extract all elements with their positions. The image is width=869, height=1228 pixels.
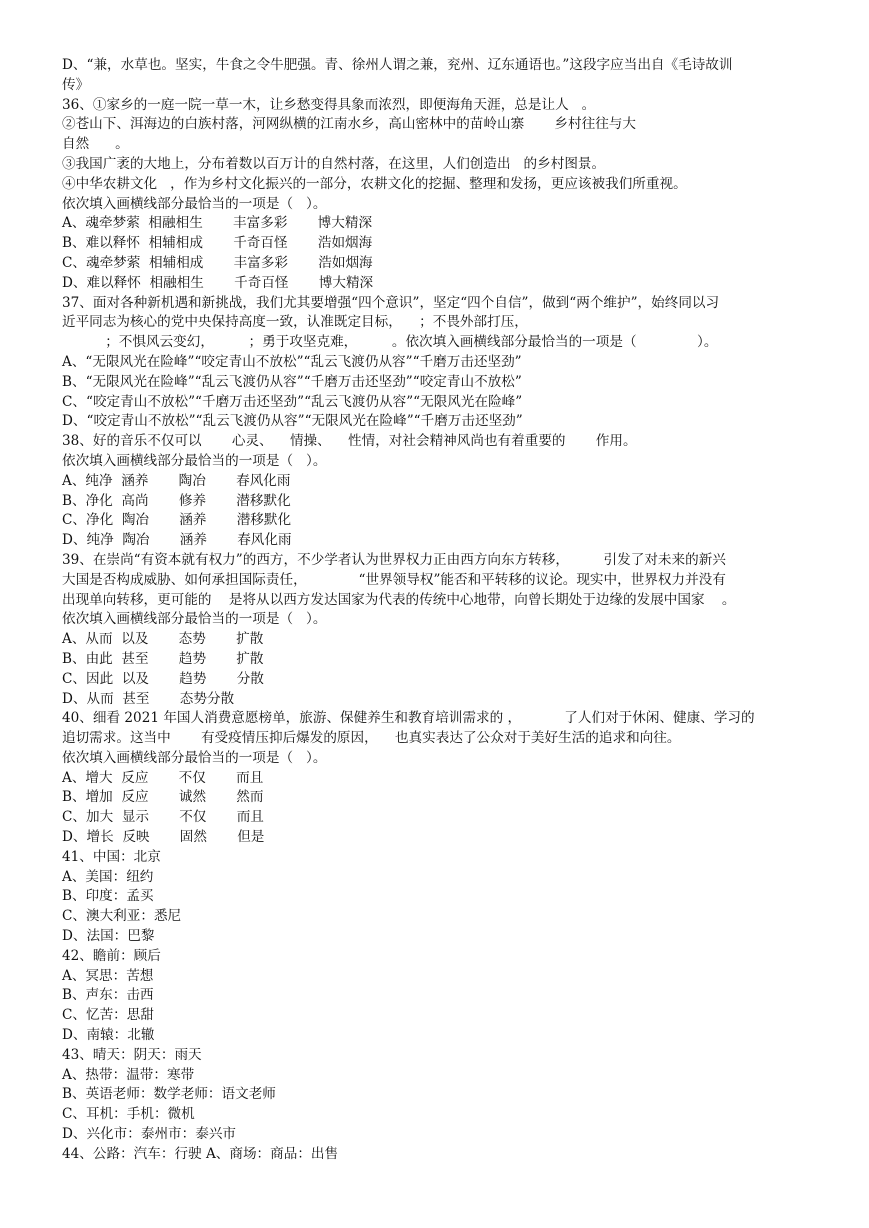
text-line: 传》: [62, 76, 90, 93]
option-c: C、加大 显示 不仅 而且: [62, 809, 264, 826]
text-line: ③我国广袤的大地上，分布着数以百万计的自然村落，在这里，人们创造出 的乡村图景。: [62, 155, 606, 172]
option-b: B、“无限风光在险峰”“乱云飞渡仍从容”“千磨万击还坚劲”“咬定青山不放松”: [62, 373, 522, 390]
question-41-stem: 41、中国：北京: [62, 848, 161, 865]
option-c: C、忆苦：思甜: [62, 1007, 154, 1024]
option-b: B、增加 反应 诚然 然而: [62, 789, 264, 806]
option-b: B、净化 高尚 修养 潜移默化: [62, 492, 291, 509]
text-line: D、“兼，水草也。坚实，牛食之令牛肥强。青、徐州人谓之兼，兖州、辽东通语也。”这段字应当出自《毛诗故训: [62, 57, 733, 73]
option-b: B、印度：孟买: [62, 888, 154, 905]
option-b: B、难以释怀 相辅相成 千奇百怪 浩如烟海: [62, 235, 373, 252]
text-line: ②苍山下、洱海边的白族村落，河网纵横的江南水乡，高山密林中的苗岭山寨 乡村往往与大: [62, 116, 636, 133]
text-line: ；不惧风云变幻， ；勇于攻坚克难， 。依次填入画横线部分最恰当的一项是（ ）。: [62, 334, 718, 351]
option-c: C、耳机：手机：微机: [62, 1106, 195, 1123]
option-a: A、纯净 涵养 陶冶 春风化雨: [62, 472, 291, 489]
option-a: A、冥思：苦想: [62, 967, 154, 984]
question-36-stem: 36、①家乡的一庭一院一草一木，让乡愁变得具象而浓烈，即便海角天涯，总是让人 。: [62, 96, 596, 113]
option-d: D、法国：巴黎: [62, 928, 155, 945]
option-a: A、“无限风光在险峰”“咬定青山不放松”“乱云飞渡仍从容”“千磨万击还坚劲”: [62, 353, 522, 370]
option-d: D、从而 甚至 态势分散: [62, 690, 235, 707]
question-39-stem: 39、在崇尚“有资本就有权力”的西方，不少学者认为世界权力正由西方向东方转移， 引发了对未来的新兴: [62, 551, 726, 568]
option-c: C、因此 以及 趋势 分散: [62, 670, 264, 687]
question-prompt: 依次填入画横线部分最恰当的一项是（ ）。: [62, 749, 327, 766]
text-line: 近平同志为核心的党中央保持高度一致，认准既定目标， ；不畏外部打压，: [62, 314, 528, 331]
option-d: D、难以释怀 相融相生 千奇百怪 博大精深: [62, 274, 374, 291]
option-b: B、声东：击西: [62, 987, 154, 1004]
question-43-stem: 43、晴天：阴天：雨天: [62, 1046, 202, 1063]
text-line: 追切需求。这当中 有受疫情压抑后爆发的原因， 也真实表达了公众对于美好生活的追求和向往。: [62, 730, 681, 747]
option-c: C、净化 陶冶 涵养 潜移默化: [62, 512, 292, 529]
question-40-stem: 40、细看 2021 年国人消费意愿榜单，旅游、保健养生和教育培训需求的 ， 了人们对于休闲、健康、学习的: [62, 710, 755, 727]
option-c: C、“咬定青山不放松”“千磨万击还坚劲”“乱云飞渡仍从容”“无限风光在险峰”: [62, 393, 523, 410]
option-a: A、魂牵梦萦 相融相生 丰富多彩 博大精深: [62, 215, 373, 232]
question-prompt: 依次填入画横线部分最恰当的一项是（ ）。: [62, 195, 327, 212]
text-line: 出现单向转移，更可能的 是将从以西方发达国家为代表的传统中心地带，向曾长期处于边缘的发展中国家 。: [62, 591, 736, 608]
question-37-stem: 37、面对各种新机遇和新挑战，我们尤其要增强“四个意识”，坚定“四个自信”，做到“两个维护”，始终同以习: [62, 294, 720, 311]
option-d: D、增长 反映 固然 但是: [62, 829, 265, 846]
question-44-stem: 44、公路：汽车：行驶 A、商场：商品：出售: [62, 1145, 339, 1162]
option-d: D、南辕：北辙: [62, 1027, 155, 1044]
question-prompt: 依次填入画横线部分最恰当的一项是（ ）。: [62, 452, 327, 469]
question-prompt: 依次填入画横线部分最恰当的一项是（ ）。: [62, 611, 327, 628]
option-a: A、热带：温带：寒带: [62, 1066, 195, 1083]
option-d: D、兴化市：泰州市：泰兴市: [62, 1126, 237, 1143]
option-c: C、澳大利亚：悉尼: [62, 908, 182, 925]
option-d: D、“咬定青山不放松”“乱云飞渡仍从容”“无限风光在险峰”“千磨万击还坚劲”: [62, 413, 523, 430]
option-d: D、纯净 陶冶 涵养 春风化雨: [62, 532, 292, 549]
option-c: C、魂牵梦萦 相辅相成 丰富多彩 浩如烟海: [62, 254, 373, 271]
text-line: 大国是否构成威胁、如何承担国际责任， “世界领导权”能否和平转移的议论。现实中，世界权力并没有: [62, 571, 726, 588]
text-line: ④中华农耕文化 ，作为乡村文化振兴的一部分，农耕文化的挖掘、整理和发扬，更应该被我们所重视。: [62, 175, 687, 192]
option-a: A、增大 反应 不仅 而且: [62, 769, 264, 786]
option-b: B、英语老师：数学老师：语文老师: [62, 1086, 276, 1103]
document-page: [62, 56, 822, 1165]
option-a: A、从而 以及 态势 扩散: [62, 631, 264, 648]
question-38-stem: 38、好的音乐不仅可以 心灵、 情操、 性情，对社会精神风尚也有着重要的 作用。: [62, 433, 637, 450]
option-a: A、美国：纽约: [62, 868, 154, 885]
text-line: 自然 。: [62, 136, 129, 153]
option-b: B、由此 甚至 趋势 扩散: [62, 650, 264, 667]
question-42-stem: 42、瞻前：顾后: [62, 947, 161, 964]
